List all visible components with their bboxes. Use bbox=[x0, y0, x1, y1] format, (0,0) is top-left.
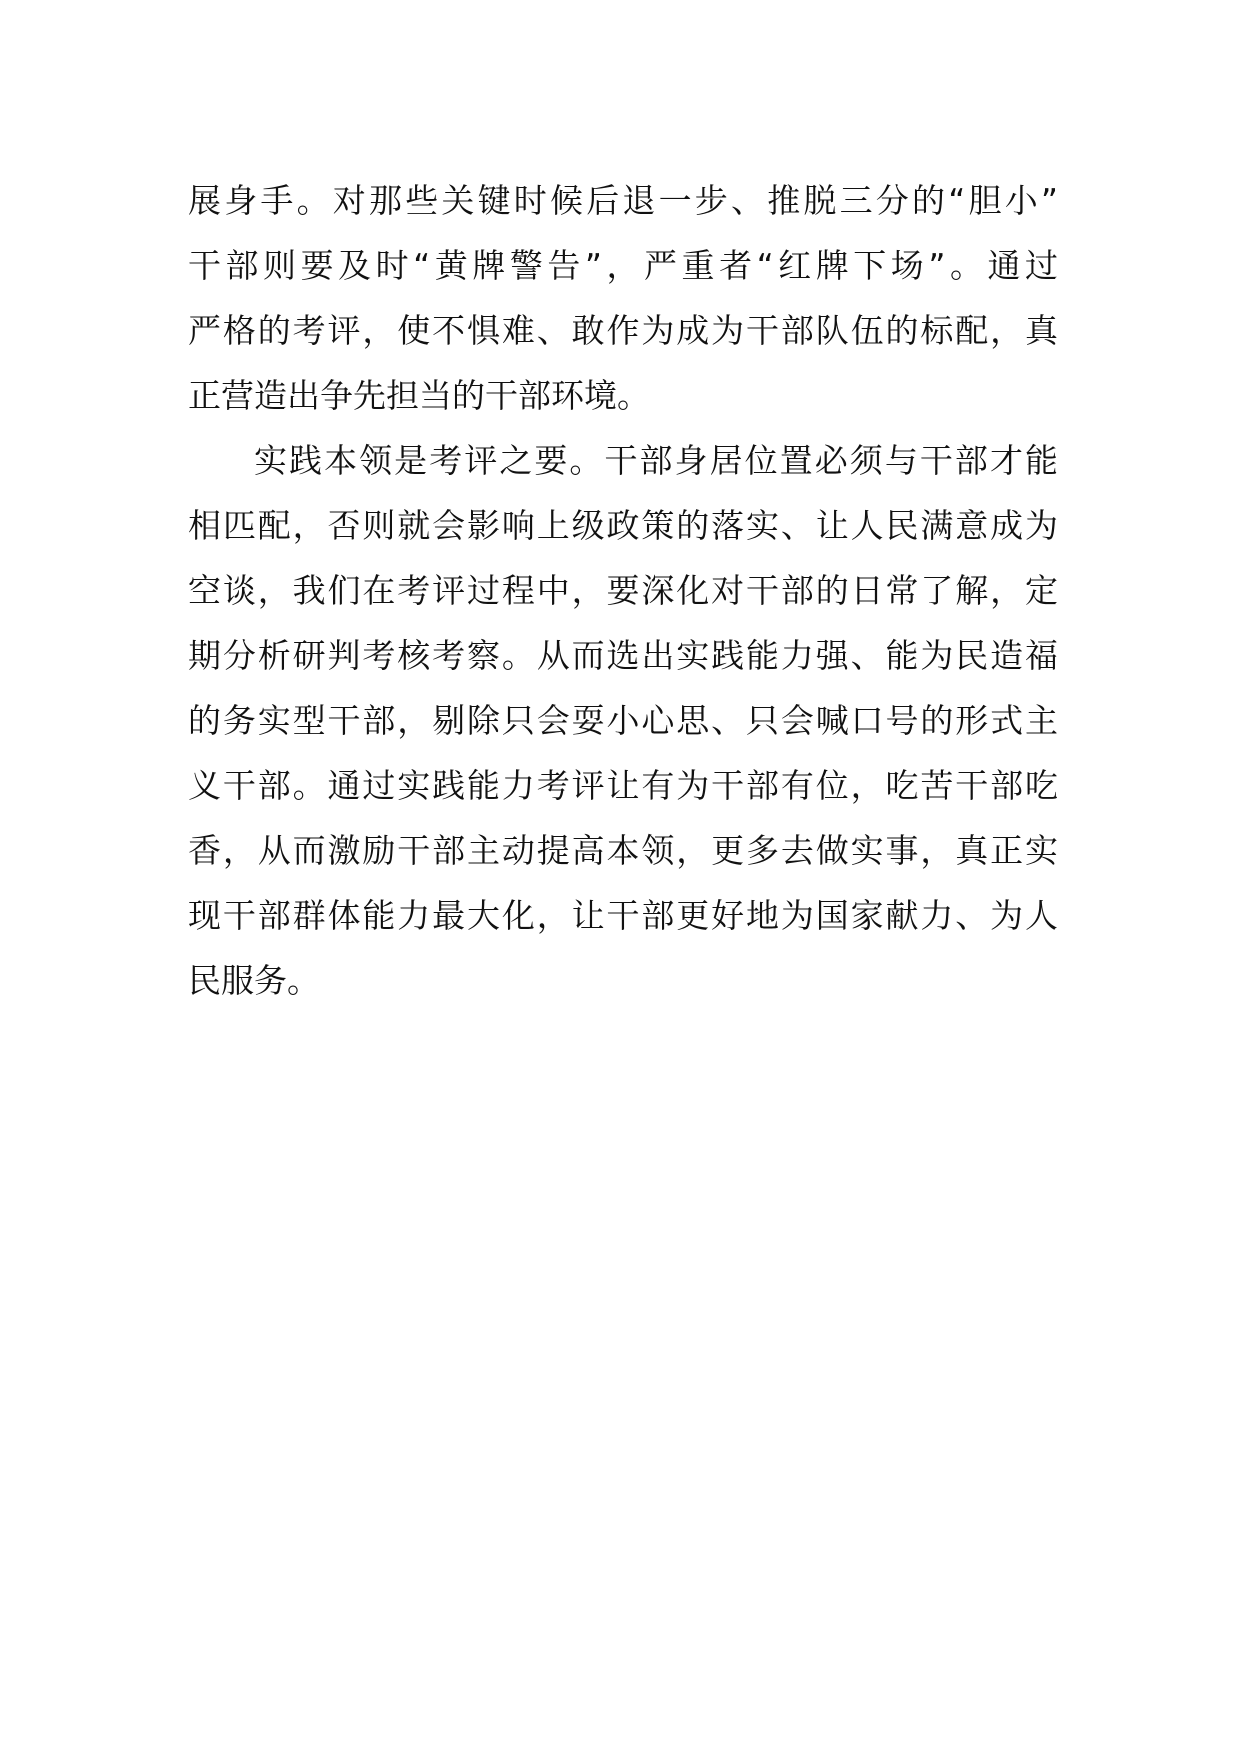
paragraph-line: 展身手。对那些关键时候后退一步、推脱三分的“胆小” bbox=[188, 181, 1058, 220]
paragraph-line: 的务实型干部，剔除只会耍小心思、只会喊口号的形式主 bbox=[188, 701, 1058, 740]
paragraph-line: 香，从而激励干部主动提高本领，更多去做实事，真正实 bbox=[188, 831, 1058, 870]
paragraph-1 bbox=[188, 168, 1058, 428]
paragraph-line: 现干部群体能力最大化，让干部更好地为国家献力、为人 bbox=[188, 896, 1058, 935]
paragraph-line: 空谈，我们在考评过程中，要深化对干部的日常了解，定 bbox=[188, 571, 1058, 610]
paragraph-2 bbox=[188, 428, 1058, 1013]
document-body bbox=[188, 168, 1058, 1013]
paragraph-line: 义干部。通过实践能力考评让有为干部有位，吃苦干部吃 bbox=[188, 766, 1058, 805]
paragraph-line: 严格的考评，使不惧难、敢作为成为干部队伍的标配，真 bbox=[188, 311, 1058, 350]
paragraph-line: 正营造出争先担当的干部环境。 bbox=[188, 376, 650, 415]
paragraph-line: 相匹配，否则就会影响上级政策的落实、让人民满意成为 bbox=[188, 506, 1058, 545]
paragraph-line: 干部则要及时“黄牌警告”，严重者“红牌下场”。通过 bbox=[188, 246, 1058, 285]
paragraph-line: 期分析研判考核考察。从而选出实践能力强、能为民造福 bbox=[188, 636, 1058, 675]
paragraph-line: 实践本领是考评之要。干部身居位置必须与干部才能 bbox=[254, 441, 1058, 480]
paragraph-line: 民服务。 bbox=[188, 961, 320, 1000]
